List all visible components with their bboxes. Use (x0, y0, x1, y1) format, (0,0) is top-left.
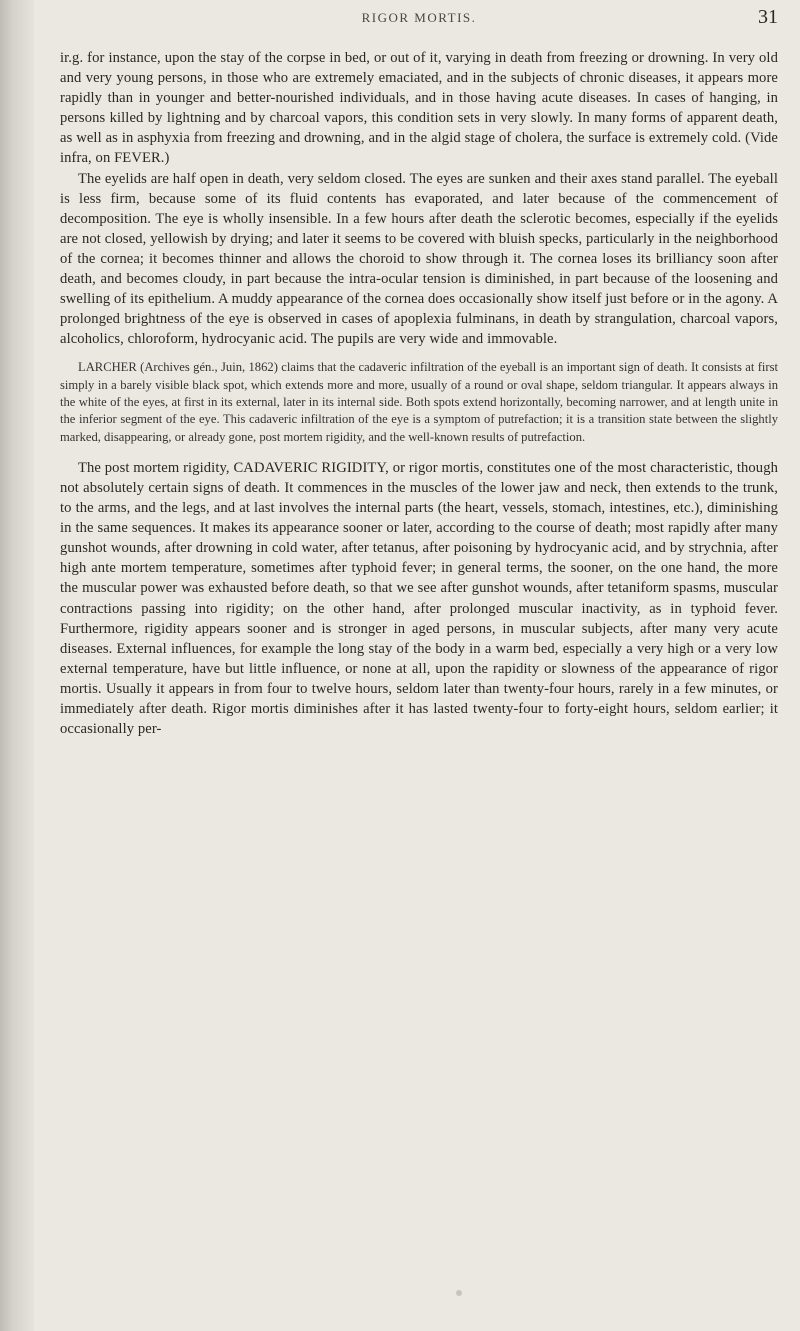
binding-shadow (0, 0, 34, 1331)
footnote-larcher: LARCHER (Archives gén., Juin, 1862) claims that the cadaveric infiltration of the eyeball is an important sign of death. It consists at first simply in a barely visible black spot, which extends more and more, usually of a round or oval shape, seldom triangular. It appears always in the white of the eyes, at first in its external, later in its internal side. Both spots extend horizontally, becoming narrower, and at length unite in the inferior segment of the eye. This cadaveric infiltration of the eye is a symptom of putrefaction; it is a transition state between the slightly marked, disappearing, or already gone, post mortem rigidity, and the well-known results of putrefaction. (60, 360, 778, 444)
section-gap (60, 446, 778, 458)
paragraph-3-rigor-mortis: The post mortem rigidity, CADAVERIC RIGIDITY, or rigor mortis, constitutes one of the most characteristic, though not absolutely certain signs of death. It commences in the muscles of the lower jaw and neck, then extends to the trunk, to the arms, and the legs, and at last involves the internal parts (the heart, vessels, stomach, intestines, etc.), diminishing in the same sequences. It makes its appearance sooner or later, according to the course of death; most rapidly after many gunshot wounds, after drowning in cold water, after tetanus, after poisoning by hydrocyanic acid, and by strychnia, after high ante mortem temperature, sometimes after typhoid fever; in general terms, the sooner, on the one hand, the more the muscular power was exhausted before death, so that we see after gunshot wounds, after tetaniform spasms, muscular contractions passing into rigidity; on the other hand, after prolonged muscular inactivity, as in typhoid fever. Furthermore, rigidity appears sooner and is stronger in aged persons, in muscular subjects, after many very acute diseases. External influences, for example the long stay of the body in a warm bed, especially a very high or a very low external temperature, have but little influence, or none at all, upon the rapidity or slowness of the appearance of rigor mortis. Usually it appears in from four to twelve hours, seldom later than twenty-four hours, rarely in a few minutes, or immediately after death. Rigor mortis diminishes after it has lasted twenty-four to forty-eight hours, seldom earlier; it occasionally per- (60, 459, 778, 738)
page-number: 31 (758, 6, 778, 28)
page-content (60, 48, 778, 739)
running-head: RIGOR MORTIS. (361, 10, 477, 25)
page-header (60, 4, 778, 40)
paragraph-2-eyes: The eyelids are half open in death, very seldom closed. The eyes are sunken and their axes stand parallel. The eyeball is less firm, because some of its fluid contents has evaporated, and later because of the commencement of decomposition. The eye is wholly insensible. In a few hours after death the sclerotic becomes, especially if the eyelids are not closed, yellowish by drying; and later it seems to be covered with bluish specks, particularly in the neighborhood of the cornea; it becomes thinner and allows the choroid to show through it. The cornea loses its brilliancy soon after death, and becomes cloudy, in part because the intra-ocular tension is diminished, in part because of the loosening and swelling of its epithelium. A muddy appearance of the cornea does occasionally show itself just before or in the agony. A prolonged brightness of the eye is observed in cases of apoplexia fulminans, in death by strangulation, charcoal vapors, alcoholics, chloroform, hydrocyanic acid. The pupils are very wide and immovable. (60, 170, 778, 348)
paragraph-1: ir.g. for instance, upon the stay of the corpse in bed, or out of it, varying in death from freezing or drowning. In very old and very young persons, in those who are extremely emaciated, and in the subjects of chronic diseases, it appears more rapidly than in younger and better-nourished individuals, and in those having acute diseases. In cases of hanging, in persons killed by lightning and by charcoal vapors, this condition sets in very slowly. In many forms of apparent death, as well as in asphyxia from freezing and drowning, and in the algid stage of cholera, the surface is extremely cold. (Vide infra, on FEVER.) (60, 50, 778, 167)
ink-spot (456, 1290, 462, 1296)
